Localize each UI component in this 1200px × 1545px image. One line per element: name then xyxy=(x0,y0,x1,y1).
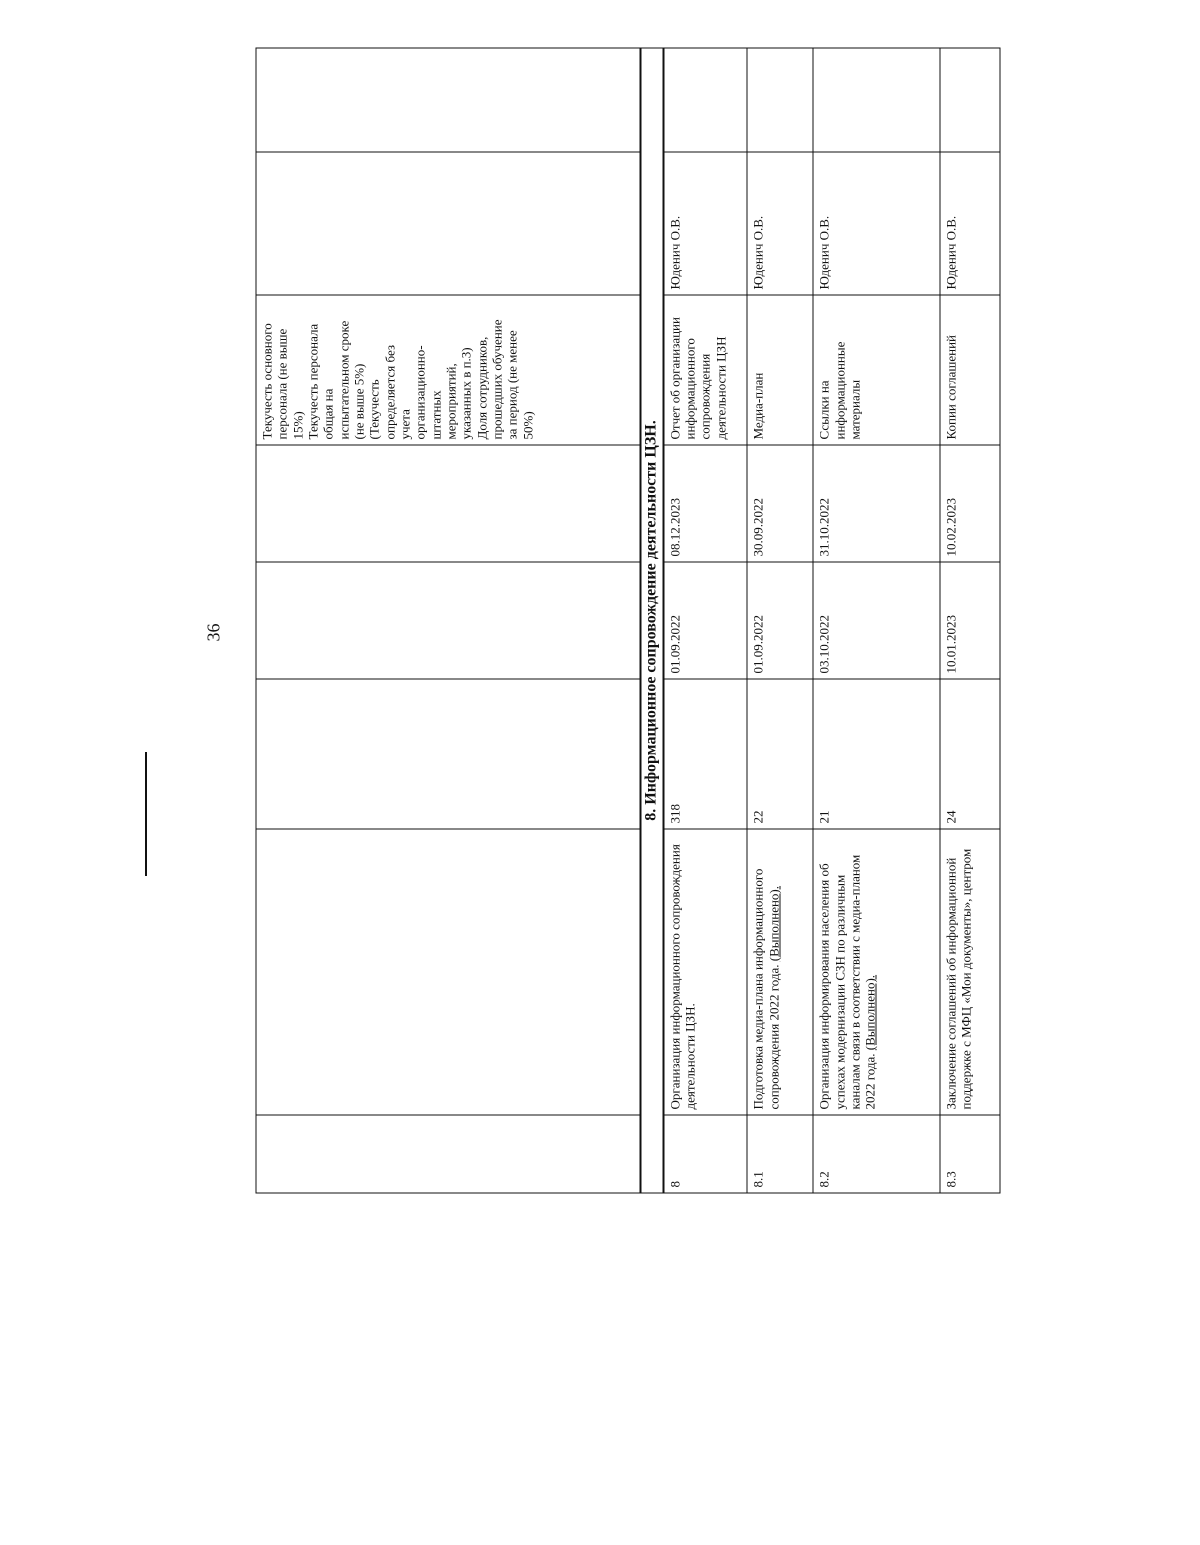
row-result: Ссылки на информационные материалы xyxy=(813,295,939,445)
row-days: 318 xyxy=(663,679,747,829)
indicator-line: общая на xyxy=(320,388,336,440)
row-days: 21 xyxy=(813,679,939,829)
indicator-line: за период (не менее xyxy=(504,330,520,440)
row-task-note: (Выполнено). xyxy=(862,974,878,1051)
table-row xyxy=(747,48,813,1193)
row-responsible: Юденич О.В. xyxy=(663,152,747,295)
indicator-line: организационно- xyxy=(412,345,428,440)
rotated-table-page xyxy=(256,49,1001,1194)
cell-start xyxy=(256,562,640,679)
row-num: 8.3 xyxy=(940,1115,1000,1193)
section-title: 8. Информационное сопровождение деятельности ЦЗН. xyxy=(640,48,663,1193)
row-responsible: Юденич О.В. xyxy=(940,152,1000,295)
indicator-line: Текучесть персонала xyxy=(305,323,321,440)
section-header-row xyxy=(640,48,663,1193)
row-days: 22 xyxy=(747,679,813,829)
row-end: 08.12.2023 xyxy=(663,445,747,562)
row-task-note: (Выполнено). xyxy=(766,885,782,962)
cell-indicators xyxy=(256,295,640,445)
row-task xyxy=(663,829,747,1115)
cell-extra xyxy=(256,48,640,152)
indicator-line: 50%) xyxy=(520,411,536,440)
row-task-text: Подготовка медиа-плана информационного сопровождения 2022 года. xyxy=(750,868,782,1110)
row-start: 01.09.2022 xyxy=(663,562,747,679)
continuation-row xyxy=(256,48,640,1193)
row-task xyxy=(813,829,939,1115)
row-end: 30.09.2022 xyxy=(747,445,813,562)
row-num: 8 xyxy=(663,1115,747,1193)
indicator-line: мероприятий, xyxy=(443,363,459,440)
table-row xyxy=(813,48,939,1193)
table-row xyxy=(663,48,747,1193)
indicator-line: (не выше 5%) xyxy=(351,363,367,440)
row-end: 31.10.2022 xyxy=(813,445,939,562)
indicator-line: Доля сотрудников, xyxy=(474,336,490,440)
indicator-line: испытательном сроке xyxy=(336,320,352,440)
row-extra xyxy=(663,48,747,152)
row-days: 24 xyxy=(940,679,1000,829)
row-start: 10.01.2023 xyxy=(940,562,1000,679)
indicator-line: (Текучесть xyxy=(366,379,382,440)
row-task-text: Заключение соглашений об информационной поддержке с МФЦ «Мои документы», центром xyxy=(943,848,974,1110)
row-extra xyxy=(747,48,813,152)
row-task xyxy=(747,829,813,1115)
cell-num xyxy=(256,1115,640,1193)
cell-task xyxy=(256,829,640,1115)
row-num: 8.1 xyxy=(747,1115,813,1193)
cell-days xyxy=(256,679,640,829)
indicator-line: прошедших обучение xyxy=(489,319,505,440)
indicator-line: 15%) xyxy=(290,411,306,440)
row-result: Медиа-план xyxy=(747,295,813,445)
row-extra xyxy=(940,48,1000,152)
row-result: Отчет об организации информационного сопровождения деятельности ЦЗН xyxy=(663,295,747,445)
indicator-line: Текучесть основного xyxy=(259,323,275,440)
row-task xyxy=(940,829,1000,1115)
indicator-line: указанных в п.3) xyxy=(458,347,474,440)
page-number: 36 xyxy=(203,623,224,642)
footnote-rule xyxy=(145,752,147,876)
table-row xyxy=(940,48,1000,1193)
row-task-text: Организация информационного сопровождения деятельности ЦЗН. xyxy=(667,844,698,1110)
indicator-line: персонала (не выше xyxy=(274,328,290,440)
row-responsible: Юденич О.В. xyxy=(747,152,813,295)
cell-responsible xyxy=(256,152,640,295)
row-num: 8.2 xyxy=(813,1115,939,1193)
row-result: Копии соглашений xyxy=(940,295,1000,445)
row-start: 03.10.2022 xyxy=(813,562,939,679)
row-start: 01.09.2022 xyxy=(747,562,813,679)
row-responsible: Юденич О.В. xyxy=(813,152,939,295)
indicator-line: определяется без xyxy=(382,344,398,440)
indicator-line: учета xyxy=(397,409,413,440)
row-extra xyxy=(813,48,939,152)
row-task-text: Организация информирования населения об успехах модернизации СЗН по различным каналам связи в соответствии с медиа-планом 2022 года. xyxy=(816,854,878,1110)
plan-table xyxy=(256,48,1001,1194)
indicator-line: штатных xyxy=(428,390,444,440)
row-end: 10.02.2023 xyxy=(940,445,1000,562)
cell-end xyxy=(256,445,640,562)
